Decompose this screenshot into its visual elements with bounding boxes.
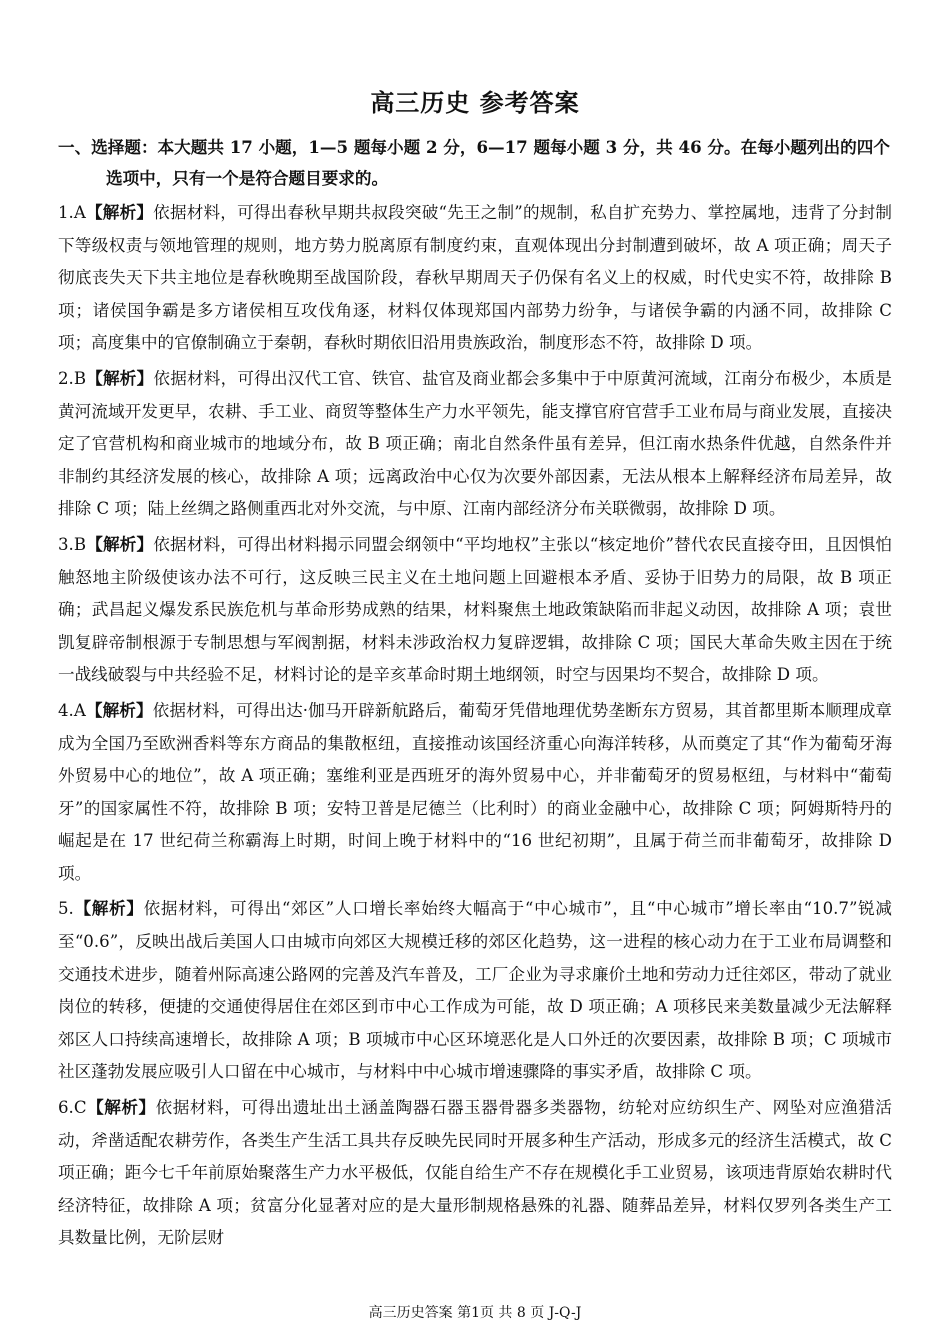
answer-text: 依据材料，可得出遗址出土涵盖陶器石器玉器骨器多类器物，纺轮对应纺织生产、网坠对应渔猎活动，斧凿适配农耕劳作，各类生产生活工具共存反映先民同时开展多种生产活动，形成多元的经济生活模式，故 C 项正确；距今七千年前原始聚落生产力水平极低，仅能自给生产不存在规模化手工业贸易，该项违背原始农耕时代经济特征，故排除 A 项；贫富分化显著对应的是大量形制规格悬殊的礼器、随葬品差异，材料仅罗列各类生产工具数量比例，无阶层财 <box>58 1098 893 1248</box>
answer-item-5 <box>58 892 892 1089</box>
analysis-tag: 【解析】 <box>86 1097 156 1118</box>
answer-text: 依据材料，可得出达·伽马开辟新航路后，葡萄牙凭借地理优势垄断东方贸易，其首都里斯本顺理成章成为全国乃至欧洲香料等东方商品的集散枢纽，直接推动该国经济重心向海洋转移，从而奠定了其“作为葡萄牙海外贸易中心的地位”，故 A 项正确；塞维利亚是西班牙的海外贸易中心，并非葡萄牙的贸易枢纽，与材料中“葡萄牙”的国家属性不符，故排除 B 项；安特卫普是尼德兰（比利时）的商业金融中心，故排除 C 项；阿姆斯特丹的崛起是在 17 世纪荷兰称霸海上时期，时间上晚于材料中的“16 世纪初期”，且属于荷兰而非葡萄牙，故排除 D 项。 <box>58 700 892 883</box>
answer-item-4 <box>58 694 892 891</box>
answer-text: 依据材料，可得出材料揭示同盟会纲领中“平均地权”主张以“核定地价”替代农民直接夺田，且因惧怕触怒地主阶级使该办法不可行，这反映三民主义在土地问题上回避根本矛盾、妥协于旧势力的局限，故 B 项正确；武昌起义爆发系民族危机与革命形势成熟的结果，材料聚焦土地政策缺陷而非起义动因，故排除 A 项；袁世凯复辟帝制根源于专制思想与军阀割据，材料未涉政治权力复辟逻辑，故排除 C 项；国民大革命失败主因在于统一战线破裂与中共经验不足，材料讨论的是辛亥革命时期土地纲领，时空与因果均不契合，故排除 D 项。 <box>58 534 892 685</box>
analysis-tag: 【解析】 <box>86 367 154 388</box>
analysis-tag: 【解析】 <box>85 202 154 222</box>
page-title: 高三历史 参考答案 <box>370 88 580 117</box>
section-heading: 一、选择题：本大题共 17 小题，1—5 题每小题 2 分，6—17 题每小题 3 分，共 46 分。在每小题列出的四个选项中，只有一个是符合题目要求的。 <box>58 137 890 188</box>
answer-number: 5. <box>58 899 74 919</box>
answer-number: 1.A <box>58 203 86 222</box>
answer-number: 6.C <box>58 1098 87 1118</box>
answer-item-3 <box>58 528 892 692</box>
answer-text: 依据材料，可得出汉代工官、铁官、盐官及商业都会多集中于中原黄河流域，江南分布极少，本质是黄河流域开发更早，农耕、手工业、商贸等整体生产力水平领先，能支撑官府官营手工业布局与商业发展，直接决定了官营机构和商业城市的地域分布，故 B 项正确；南北自然条件虽有差异，但江南水热条件优越，自然条件并非制约其经济发展的核心，故排除 A 项；远离政治中心仅为次要外部因素，无法从根本上解释经济布局差异，故排除 C 项；陆上丝绸之路侧重西北对外交流，与中原、江南内部经济分布关联微弱，故排除 D 项。 <box>58 368 893 519</box>
answer-number: 3.B <box>58 534 87 554</box>
analysis-tag: 【解析】 <box>86 533 154 554</box>
answer-text: 依据材料，可得出“郊区”人口增长率始终大幅高于“中心城市”，且“中心城市”增长率由“10.7”锐减至“0.6”，反映出战后美国人口由城市向郊区大规模迁移的郊区化趋势，这一进程的核心动力在于工业布局调整和交通技术进步，随着州际高速公路网的完善及汽车普及，工厂企业为寻求廉价土地和劳动力迁往郊区，带动了就业岗位的转移，便捷的交通使得居住在郊区到市中心工作成为可能，故 D 项正确；A 项移民来美数量减少无法解释郊区人口持续高速增长，故排除 A 项；B 项城市中心区环境恶化是人口外迁的次要因素，故排除 B 项；C 项城市社区蓬勃发展应吸引人口留在中心城市，与材料中中心城市增速骤降的事实矛盾，故排除 C 项。 <box>58 899 892 1082</box>
answer-item-2 <box>58 362 892 526</box>
analysis-tag: 【解析】 <box>73 898 144 919</box>
page-footer: 高三历史答案 第1页 共 8 页 J-Q-J <box>368 1305 582 1321</box>
answer-item-1 <box>58 196 892 360</box>
answer-item-6 <box>58 1091 892 1255</box>
analysis-tag: 【解析】 <box>85 699 153 720</box>
answer-number: 2.B <box>58 368 87 388</box>
answer-text: 依据材料，可得出春秋早期共叔段突破“先王之制”的规制，私自扩充势力、掌控属地，违背了分封制下等级权责与领地管理的规则，地方势力脱离原有制度约束，直观体现出分封制遭到破坏，故 A 项正确；周天子彻底丧失天下共主地位是春秋晚期至战国阶段，春秋早期周天子仍保有名义上的权威，时代史实不符，故排除 B 项；诸侯国争霸是多方诸侯相互攻伐角逐，材料仅体现郑国内部势力纷争，与诸侯争霸的内涵不同，故排除 C 项；高度集中的官僚制确立于秦朝，春秋时期依旧沿用贵族政治，制度形态不符，故排除 D 项。 <box>58 203 892 353</box>
answer-number: 4.A <box>58 700 86 720</box>
